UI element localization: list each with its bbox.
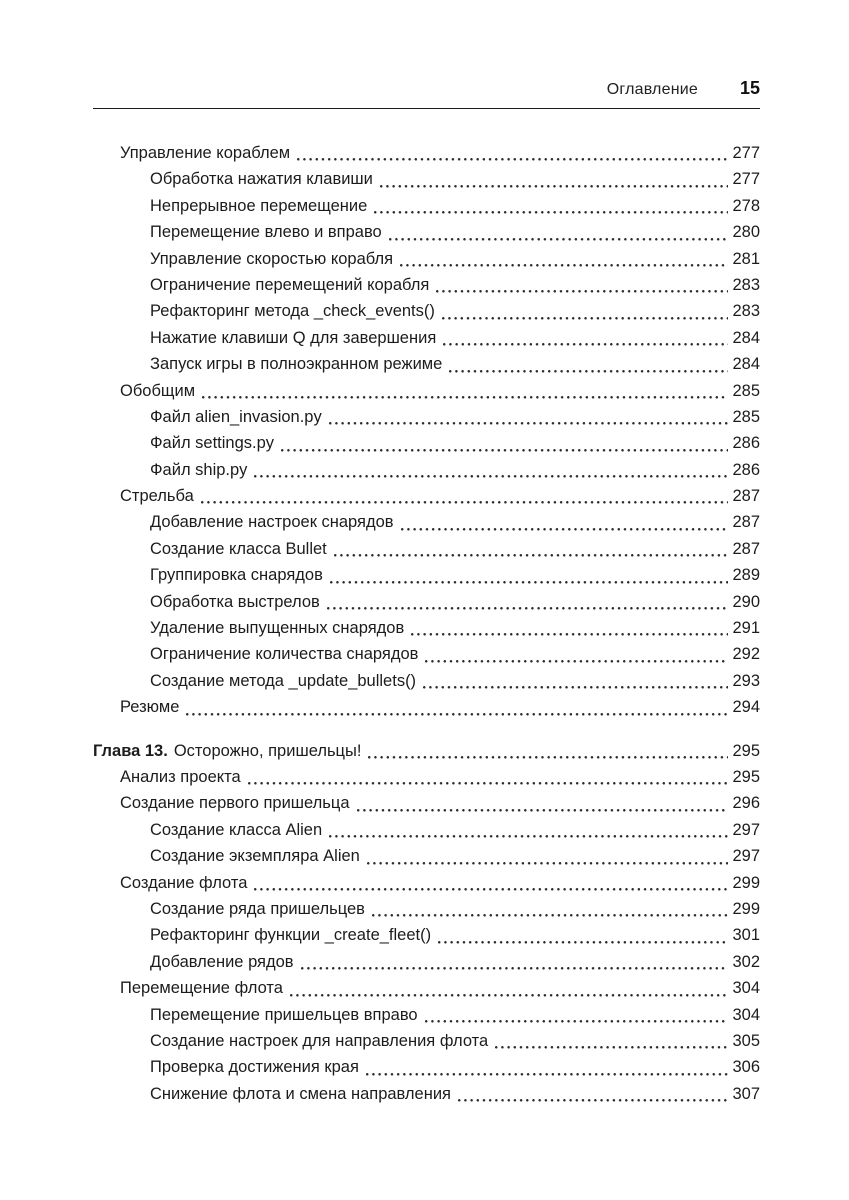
toc-entry-label: Осторожно, пришельцы!: [173, 741, 362, 760]
dot-leader: [438, 941, 728, 944]
toc-entry: [93, 298, 760, 324]
toc-entry: [93, 738, 760, 764]
toc-entry-label: Создание класса Alien: [150, 820, 323, 839]
toc-entry-page: 302: [732, 952, 760, 971]
toc-entry: [93, 1028, 760, 1054]
toc-entry: [93, 404, 760, 430]
dot-leader: [366, 1073, 728, 1076]
toc-entry: [93, 483, 760, 509]
toc-entry-page: 287: [732, 513, 760, 532]
toc-entry-label: Файл ship.py: [150, 460, 248, 479]
dot-leader: [290, 994, 728, 997]
dot-leader: [443, 343, 728, 346]
toc-entry-page: 296: [732, 794, 760, 813]
toc-entry: [93, 378, 760, 404]
dot-leader: [401, 528, 728, 531]
toc-entry-label: Файл settings.py: [150, 434, 275, 453]
toc-entry: [93, 193, 760, 219]
dot-leader: [202, 396, 728, 399]
dot-leader: [201, 501, 728, 504]
header-title: Оглавление: [606, 81, 698, 98]
dot-leader: [254, 888, 728, 891]
dot-leader: [327, 607, 728, 610]
toc-entry-page: 277: [732, 170, 760, 189]
dot-leader: [254, 475, 728, 478]
dot-leader: [442, 317, 728, 320]
toc-entry-label: Обработка выстрелов: [150, 592, 320, 611]
toc-entry-page: 290: [732, 592, 760, 611]
toc-entry: [93, 896, 760, 922]
toc-entry-page: 306: [732, 1058, 760, 1077]
dot-leader: [334, 554, 728, 557]
toc-entry: [93, 949, 760, 975]
toc-entry-label: Файл alien_invasion.py: [150, 407, 322, 426]
dot-leader: [436, 290, 728, 293]
toc-entry-page: 286: [732, 460, 760, 479]
dot-leader: [423, 686, 728, 689]
toc-entry-page: 283: [732, 302, 760, 321]
toc-entry-label: Группировка снарядов: [150, 566, 323, 585]
dot-leader: [367, 862, 728, 865]
dot-leader: [357, 809, 728, 812]
toc-entry-label: Создание класса Bullet: [150, 539, 327, 558]
toc-entry: [93, 870, 760, 896]
toc-entry-label: Перемещение флота: [120, 979, 283, 998]
toc-entry-page: 287: [732, 487, 760, 506]
toc-entry-page: 294: [732, 698, 760, 717]
toc-entry: [93, 817, 760, 843]
toc-entry: [93, 1002, 760, 1028]
toc-entry-page: 291: [732, 619, 760, 638]
dot-leader: [297, 158, 728, 161]
toc-entry: [93, 694, 760, 720]
toc-entry-label: Обработка нажатия клавиши: [150, 170, 373, 189]
toc-entry-label: Создание ряда пришельцев: [150, 899, 365, 918]
toc-entry: [93, 140, 760, 166]
toc-entry-label: Обобщим: [120, 381, 196, 400]
toc-entry: [93, 351, 760, 377]
toc-entry-label: Резюме: [120, 698, 180, 717]
toc-entry: [93, 1054, 760, 1080]
toc-entry-label: Перемещение влево и вправо: [150, 223, 382, 242]
dot-leader: [425, 660, 728, 663]
toc-entry-page: 280: [732, 223, 760, 242]
toc-entry-page: 281: [732, 249, 760, 268]
dot-leader: [400, 264, 728, 267]
toc-entry-label: Создание метода _update_bullets(): [150, 671, 417, 690]
toc-entry-label: Создание настроек для направления флота: [150, 1031, 489, 1050]
toc-entry-page: 299: [732, 899, 760, 918]
toc-entry-label: Запуск игры в полноэкранном режиме: [150, 355, 443, 374]
toc-entry-label: Удаление выпущенных снарядов: [150, 619, 405, 638]
dot-leader: [458, 1099, 728, 1102]
toc-entry-page: 287: [732, 539, 760, 558]
toc-entry: [93, 668, 760, 694]
toc-entry-label: Проверка достижения края: [150, 1058, 359, 1077]
toc-entry-label: Перемещение пришельцев вправо: [150, 1005, 418, 1024]
toc-entry: [93, 1081, 760, 1107]
toc-entry-label: Ограничение перемещений корабля: [150, 275, 430, 294]
toc-entry: [93, 764, 760, 790]
toc-entry: [93, 975, 760, 1001]
toc-entry: [93, 430, 760, 456]
toc-entry-page: 307: [732, 1084, 760, 1103]
toc-entry-page: 305: [732, 1031, 760, 1050]
toc-entry: [93, 272, 760, 298]
dot-leader: [411, 633, 728, 636]
toc-entry: [93, 843, 760, 869]
dot-leader: [380, 185, 728, 188]
toc-entry: [93, 589, 760, 615]
toc-entry: [93, 536, 760, 562]
toc-entry-label: Управление скоростью корабля: [150, 249, 394, 268]
toc-entry-page: 277: [732, 144, 760, 162]
dot-leader: [372, 914, 728, 917]
toc-entry-label: Рефакторинг функции _create_fleet(): [150, 926, 432, 945]
dot-leader: [186, 713, 728, 716]
toc-entry: [93, 562, 760, 588]
toc-entry: [93, 325, 760, 351]
toc-entry-label: Снижение флота и смена направления: [150, 1084, 451, 1103]
toc-entry-page: 293: [732, 671, 760, 690]
dot-leader: [329, 835, 728, 838]
toc-entry: [93, 166, 760, 192]
page-header: [93, 78, 760, 109]
toc-entry-page: 283: [732, 275, 760, 294]
toc-entry-label: Рефакторинг метода _check_events(): [150, 302, 435, 321]
dot-leader: [281, 449, 728, 452]
toc-entry: [93, 615, 760, 641]
toc-entry-page: 278: [732, 196, 760, 215]
toc-entry-page: 297: [732, 820, 760, 839]
toc-entry-label: Стрельба: [120, 487, 194, 506]
toc-entry-page: 301: [732, 926, 760, 945]
dot-leader: [329, 422, 728, 425]
header-page-number: 15: [739, 78, 760, 98]
toc-entry-page: 295: [732, 741, 760, 760]
dot-leader: [495, 1046, 728, 1049]
toc-entry-page: 297: [732, 847, 760, 866]
toc-entry: [93, 457, 760, 483]
toc-entry-page: 295: [732, 767, 760, 786]
dot-leader: [389, 238, 728, 241]
dot-leader: [248, 782, 728, 785]
toc-entry: [93, 922, 760, 948]
dot-leader: [449, 370, 728, 373]
dot-leader: [330, 581, 728, 584]
toc-entry-page: 284: [732, 355, 760, 374]
toc-entry-page: 304: [732, 1005, 760, 1024]
toc-entry-label: Создание флота: [120, 873, 248, 892]
toc-entry-label: Непрерывное перемещение: [150, 196, 368, 215]
toc-entry-label: Нажатие клавиши Q для завершения: [150, 328, 437, 347]
chapter-number: Глава 13.: [93, 741, 168, 760]
toc-entry-label: Создание экземпляра Alien: [150, 847, 360, 866]
toc-entry-page: 289: [732, 566, 760, 585]
toc-entry-label: Ограничение количества снарядов: [150, 645, 419, 664]
toc-entry-label: Создание первого пришельца: [120, 794, 350, 813]
toc-entry-page: 299: [732, 873, 760, 892]
toc-entry: [93, 509, 760, 535]
toc-entry: [93, 246, 760, 272]
toc-entry-page: 292: [732, 645, 760, 664]
toc-entry-page: 284: [732, 328, 760, 347]
dot-leader: [301, 967, 728, 970]
toc-entry: [93, 641, 760, 667]
dot-leader: [425, 1020, 728, 1023]
toc-entry-page: 304: [732, 979, 760, 998]
toc-entry-label: Добавление рядов: [150, 952, 294, 971]
dot-leader: [368, 756, 728, 759]
toc-entry: [93, 219, 760, 245]
toc-entry-label: Управление кораблем: [120, 144, 291, 162]
toc-entry-page: 285: [732, 407, 760, 426]
toc-entry: [93, 790, 760, 816]
toc-entry-label: Анализ проекта: [120, 767, 241, 786]
toc-entry-page: 286: [732, 434, 760, 453]
toc-entry-label: Добавление настроек снарядов: [150, 513, 394, 532]
toc-list: [93, 140, 760, 1107]
dot-leader: [374, 211, 728, 214]
toc-entry-page: 285: [732, 381, 760, 400]
